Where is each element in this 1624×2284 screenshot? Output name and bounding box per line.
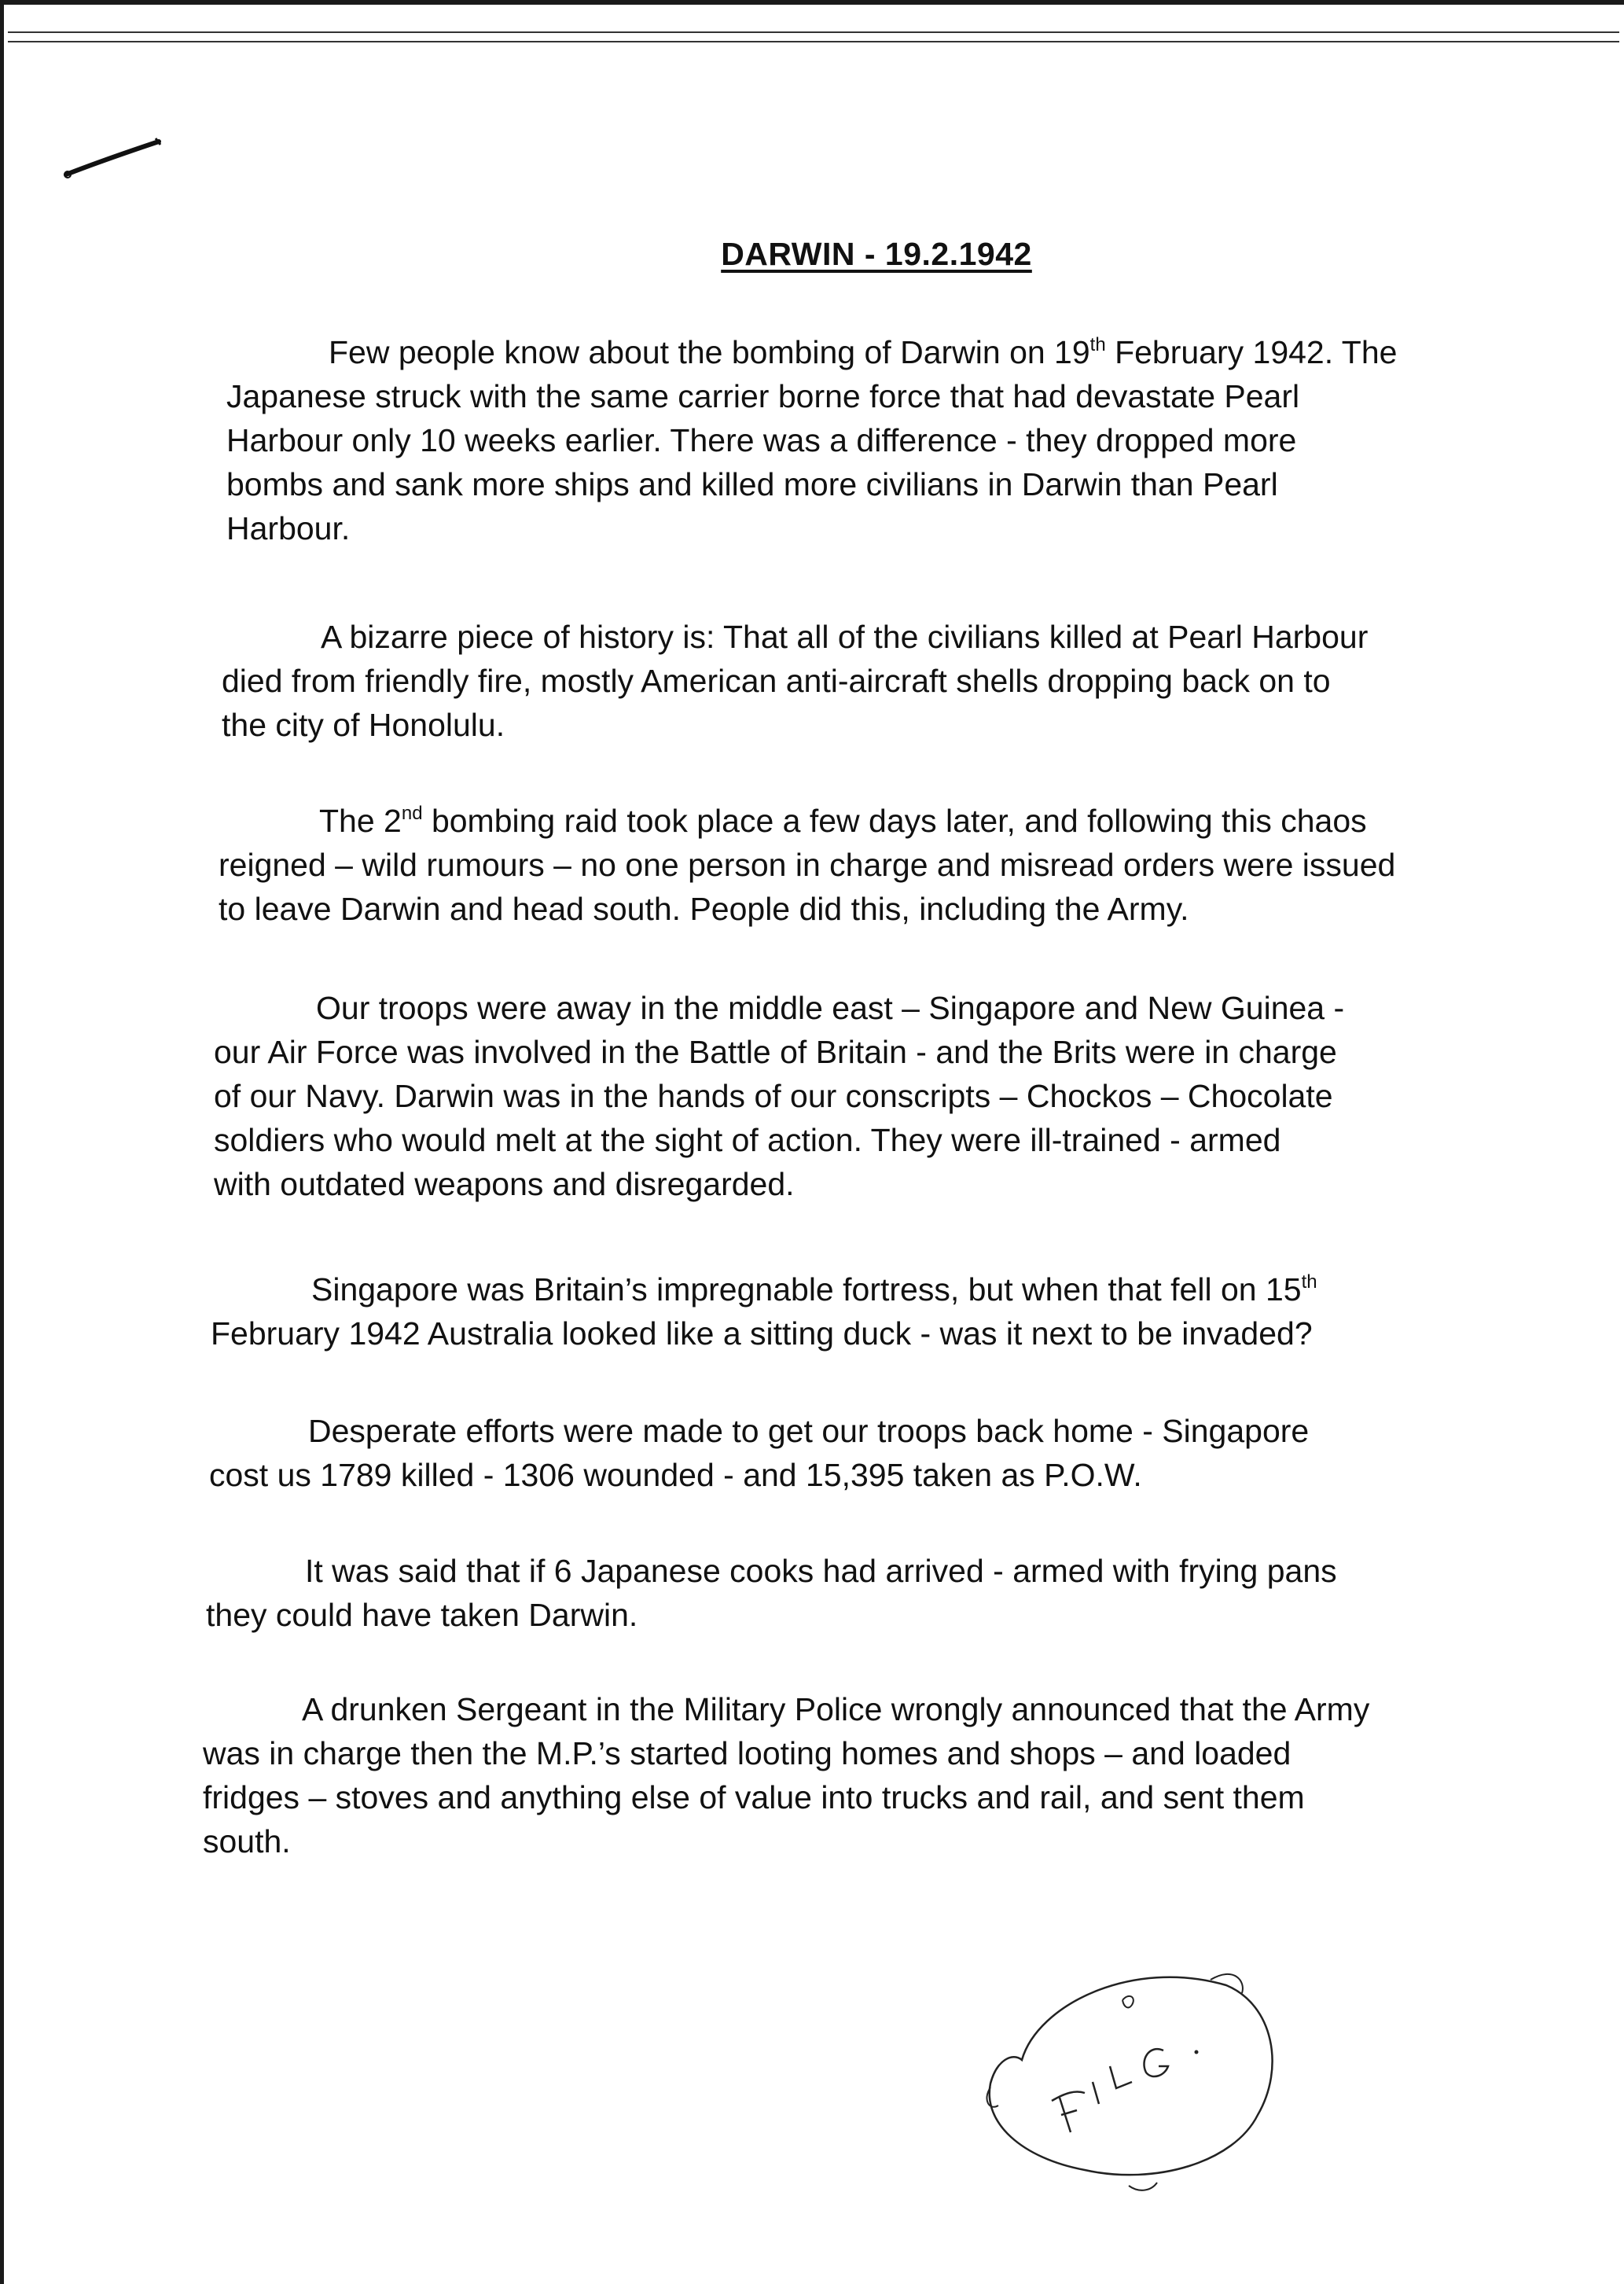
handwritten-note-text: FILG — [975, 1950, 977, 1951]
header-rule-bottom — [8, 41, 1619, 42]
paragraph-line: Japanese struck with the same carrier borne force that had devastate Pearl — [226, 378, 1300, 414]
paragraph-line: The 2nd bombing raid took place a few days later, and following this chaos — [319, 803, 1367, 839]
paragraph-7 — [206, 1549, 1337, 1637]
paragraph-line: died from friendly fire, mostly American anti-aircraft shells dropping back on to — [222, 663, 1331, 699]
paragraph-line: Few people know about the bombing of Darwin on 19th February 1942. The — [329, 334, 1398, 370]
paragraph-line: It was said that if 6 Japanese cooks had arrived - armed with frying pans — [305, 1553, 1337, 1589]
paragraph-1 — [226, 330, 1397, 550]
paragraph-line: reigned – wild rumours – no one person in charge and misread orders were issued — [219, 847, 1396, 883]
paragraph-line: Harbour only 10 weeks earlier. There was a difference - they dropped more — [226, 422, 1297, 458]
paragraph-line: A bizarre piece of history is: That all of the civilians killed at Pearl Harbour — [321, 619, 1369, 655]
paragraph-line: Desperate efforts were made to get our troops back home - Singapore — [308, 1413, 1310, 1449]
paragraph-line: Harbour. — [226, 510, 351, 546]
paragraph-5 — [211, 1267, 1317, 1355]
paragraph-line: February 1942 Australia looked like a sitting duck - was it next to be invaded? — [211, 1315, 1313, 1352]
paragraph-line: they could have taken Darwin. — [206, 1597, 638, 1633]
paragraph-3 — [219, 799, 1395, 931]
paragraph-8 — [203, 1687, 1369, 1863]
paragraph-line: was in charge then the M.P.’s started looting homes and shops – and loaded — [203, 1735, 1291, 1771]
paragraph-line: of our Navy. Darwin was in the hands of our conscripts – Chockos – Chocolate — [214, 1078, 1333, 1114]
scan-edge-top — [0, 0, 1624, 5]
paragraph-line: Our troops were away in the middle east – Singapore and New Guinea - — [316, 990, 1345, 1026]
pen-stroke-mark — [63, 134, 165, 181]
paragraph-line: cost us 1789 killed - 1306 wounded - and 15,395 taken as P.O.W. — [209, 1457, 1142, 1493]
paragraph-line: our Air Force was involved in the Battle of Britain - and the Brits were in charge — [214, 1034, 1337, 1070]
paragraph-line: south. — [203, 1823, 291, 1859]
paragraph-line: Singapore was Britain’s impregnable fortress, but when that fell on 15th — [311, 1271, 1317, 1308]
document-title: DARWIN - 19.2.1942 — [721, 236, 1032, 272]
paragraph-2 — [222, 615, 1368, 747]
paragraph-6 — [209, 1409, 1309, 1497]
header-rule-top — [8, 31, 1619, 33]
paragraph-line: bombs and sank more ships and killed more civilians in Darwin than Pearl — [226, 466, 1278, 502]
scan-edge-left — [0, 0, 4, 2284]
handwritten-filg-note — [975, 1950, 1289, 2209]
paragraph-line: with outdated weapons and disregarded. — [214, 1166, 795, 1202]
paragraph-line: soldiers who would melt at the sight of action. They were ill-trained - armed — [214, 1122, 1281, 1158]
paragraph-4 — [214, 986, 1344, 1206]
paragraph-line: the city of Honolulu. — [222, 707, 505, 743]
paragraph-line: A drunken Sergeant in the Military Police wrongly announced that the Army — [302, 1691, 1370, 1727]
paragraph-line: fridges – stoves and anything else of value into trucks and rail, and sent them — [203, 1779, 1305, 1815]
paragraph-line: to leave Darwin and head south. People did this, including the Army. — [219, 891, 1189, 927]
